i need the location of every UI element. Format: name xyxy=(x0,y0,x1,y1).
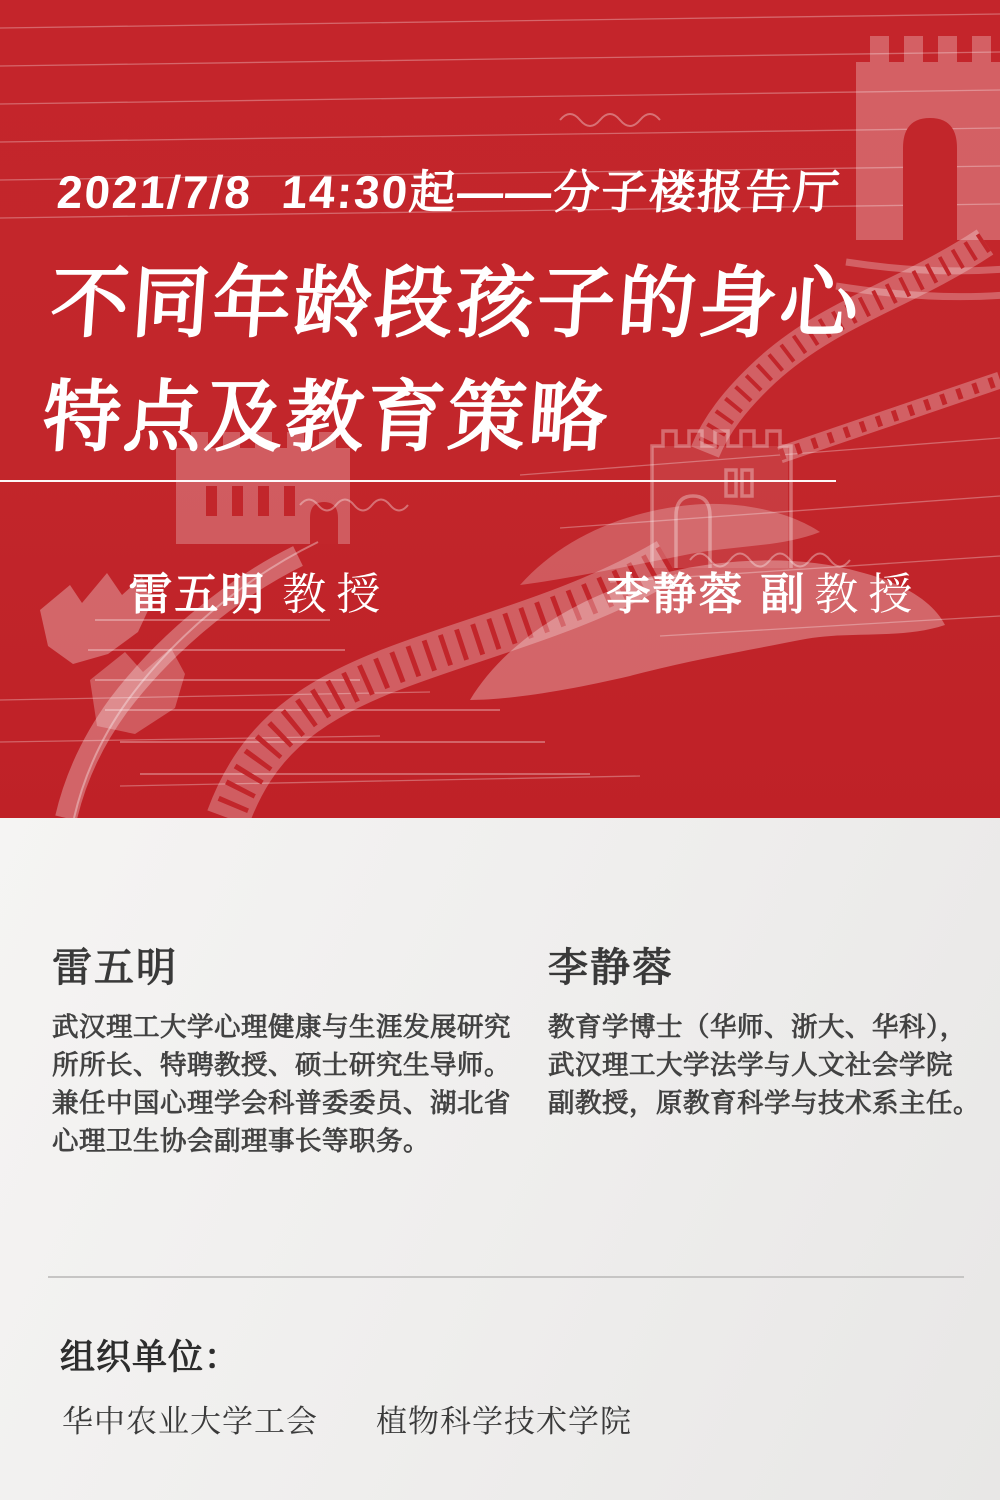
bio-2-line: 副教授，原教育科学与技术系主任。 xyxy=(548,1088,980,1118)
organizer-2: 植物科学技术学院 xyxy=(376,1404,632,1439)
speaker-2 xyxy=(533,508,922,682)
event-title xyxy=(39,246,865,474)
event-title-line2: 特点及教育策略 xyxy=(39,373,614,461)
organizer-1: 华中农业大学工会 xyxy=(62,1404,318,1439)
organizer-label: 组织单位： xyxy=(60,1338,241,1377)
speaker-1-title: 教授 xyxy=(282,570,391,619)
event-datetime-location: 2021/7/8 14:30起——分子楼报告厅 xyxy=(55,166,844,218)
speaker-2-title: 副教授 xyxy=(760,570,923,619)
bio-2-line: 教育学博士（华师、浙大、华科）， xyxy=(548,1012,967,1042)
bio-1-name: 雷五明 xyxy=(52,946,178,990)
bio-1-line: 所所长、特聘教授、硕士研究生导师。 xyxy=(52,1050,511,1080)
speaker-1-name: 雷五明 xyxy=(128,570,267,619)
white-divider-line xyxy=(0,480,836,482)
bio-1-description xyxy=(52,1008,511,1160)
speaker-1 xyxy=(55,508,390,682)
bio-1-line: 心理卫生协会副理事长等职务。 xyxy=(52,1126,430,1156)
bio-1-line: 武汉理工大学心理健康与生涯发展研究 xyxy=(52,1012,511,1042)
bio-2-line: 武汉理工大学法学与人文社会学院 xyxy=(548,1050,953,1080)
bio-2-description xyxy=(548,1008,980,1122)
gray-divider-line xyxy=(48,1276,964,1278)
organizer-names xyxy=(62,1396,632,1441)
speaker-2-name: 李静蓉 xyxy=(606,570,745,619)
bio-1-line: 兼任中国心理学会科普委委员、湖北省 xyxy=(52,1088,511,1118)
bio-2-name: 李静蓉 xyxy=(548,946,674,990)
event-title-line1: 不同年龄段孩子的身心 xyxy=(47,259,865,347)
